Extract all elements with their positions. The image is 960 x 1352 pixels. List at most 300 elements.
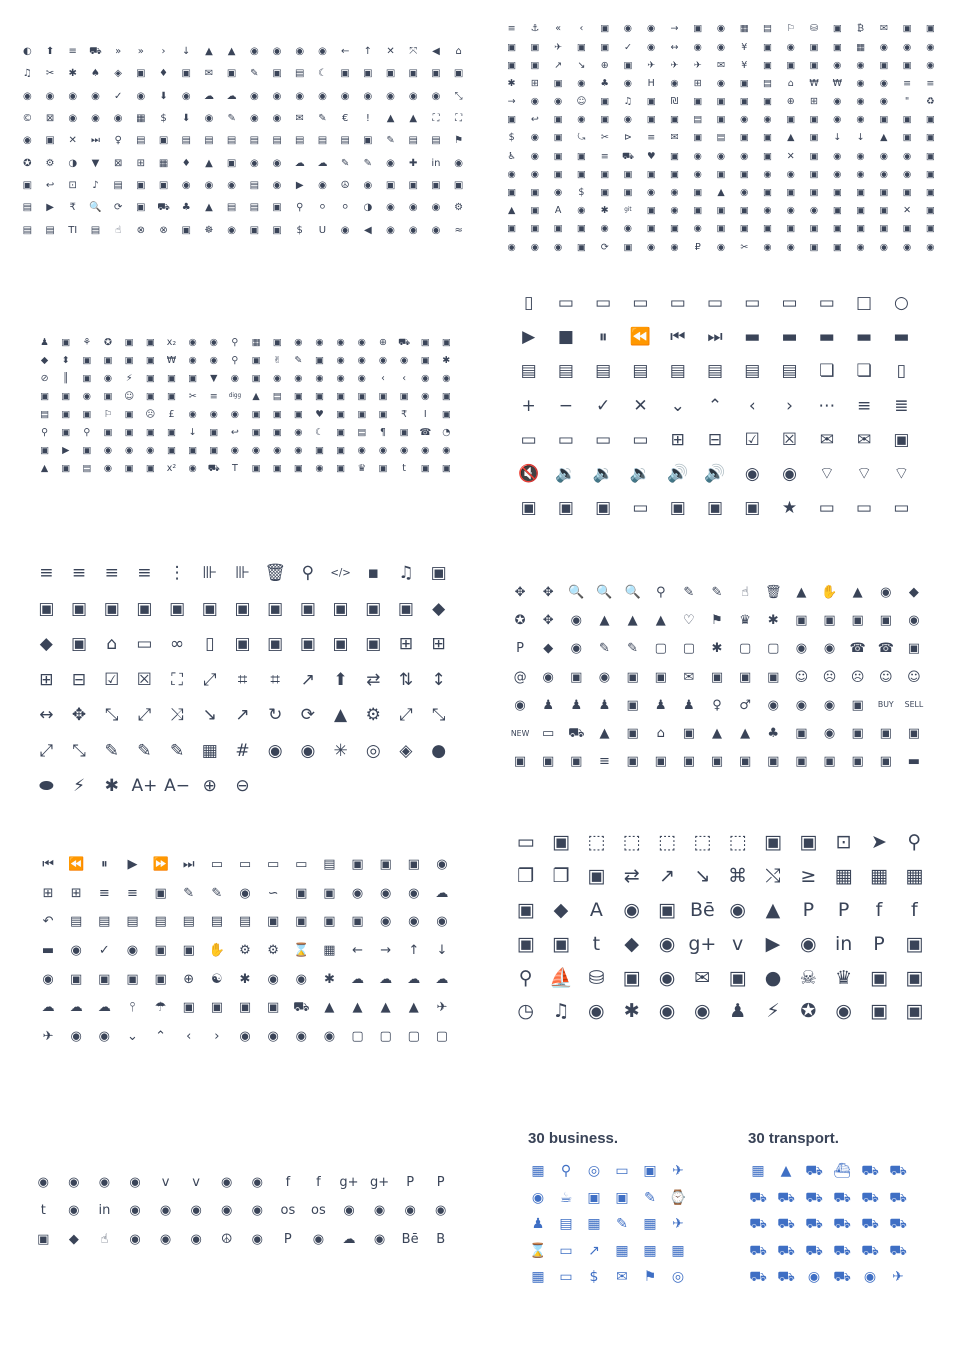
set8-icon: ▣ (622, 966, 641, 989)
set5-icon: ✥ (71, 705, 87, 726)
transport-icon: ⛟ (833, 1216, 851, 1233)
set2-icon: ▣ (809, 223, 819, 235)
set7-icon: ✈ (436, 1000, 448, 1016)
set7-icon: ▣ (70, 971, 83, 987)
set5-icon: ⤢ (399, 705, 413, 726)
set1-icon: ⚲ (296, 202, 304, 214)
set1-icon: ♦ (159, 68, 169, 80)
set7-icon: ▣ (98, 971, 111, 987)
set2-icon: ▣ (576, 168, 586, 180)
set3-icon: ▣ (441, 337, 451, 349)
set2-icon: ◉ (856, 168, 865, 180)
set7-icon: ⫯ (129, 1000, 136, 1016)
set2-icon: ⤿ (577, 132, 586, 144)
set1-icon: ▣ (431, 179, 441, 191)
set7-icon: ▤ (238, 914, 252, 930)
set1-icon: $ (296, 224, 303, 236)
set1-icon: ◉ (91, 113, 100, 125)
set3-icon: ▣ (61, 463, 71, 475)
set1-icon: ◀ (432, 46, 440, 58)
set5-icon: ⊞ (431, 634, 446, 655)
set3-icon: ▣ (315, 445, 324, 457)
set8-icon: ▣ (728, 966, 747, 989)
set6-icon: ▲ (796, 584, 807, 600)
set5-icon: ▣ (71, 598, 88, 619)
set4-icon: − (558, 395, 574, 416)
set1-icon: ⚙ (454, 202, 464, 214)
set2-icon: ◉ (856, 96, 865, 108)
set1-icon: ◑ (68, 157, 78, 169)
set7-icon: ⚙ (239, 942, 251, 958)
set2-icon: ◉ (693, 150, 702, 162)
set7-icon: ⌄ (127, 1028, 138, 1044)
set5-icon: ☑ (104, 669, 120, 690)
set8-icon: ✪ (800, 1000, 817, 1023)
set3-icon: ◉ (421, 391, 430, 403)
set3-icon: ▣ (124, 427, 134, 439)
set6-icon: ▲ (599, 726, 610, 742)
set1-icon: ♫ (22, 68, 32, 80)
set2-icon: ₩ (809, 77, 819, 89)
set2-icon: ✈ (693, 59, 702, 71)
set3-icon: ▣ (251, 463, 261, 475)
set3-icon: ⬍ (61, 355, 70, 367)
set1-icon: ↓ (182, 46, 191, 58)
set3-icon: ▣ (336, 427, 346, 439)
set3-icon: ▤ (82, 463, 92, 475)
set5-icon: ▣ (299, 634, 316, 655)
set7-icon: ▢ (407, 1028, 420, 1044)
set1-icon: ✪ (23, 157, 32, 169)
set3-icon: ♥ (315, 409, 324, 421)
set4-icon: ▣ (557, 498, 574, 519)
transport-icon: ⛟ (749, 1216, 767, 1233)
set2-icon: ⊞ (810, 96, 819, 108)
set2-icon: ◉ (716, 241, 726, 253)
set6-icon: ▣ (851, 726, 864, 742)
set6-icon: ♟ (683, 697, 695, 713)
set3-icon: ‹ (402, 373, 407, 385)
set6-icon: ▣ (738, 754, 752, 770)
set1-icon: ◉ (408, 90, 418, 102)
set5-icon: ▣ (365, 634, 382, 655)
set9-icon: ◉ (373, 1203, 386, 1219)
set2-icon: ◉ (670, 187, 679, 199)
set2-icon: ▣ (693, 187, 703, 199)
set1-icon: ◉ (340, 224, 350, 236)
set1-icon: ◉ (249, 46, 259, 58)
set1-icon: ▣ (272, 68, 282, 80)
set1-icon: ✎ (227, 113, 236, 125)
icon-set-6 (506, 578, 928, 776)
set2-icon: ⊕ (600, 59, 609, 71)
set6-icon: ▲ (711, 726, 722, 742)
set3-icon: ▣ (40, 445, 50, 457)
set3-icon: ◉ (103, 445, 113, 457)
set7-icon: ◉ (408, 914, 420, 930)
set3-icon: ◉ (378, 445, 388, 457)
set8-icon: A (589, 898, 603, 921)
set1-icon: ▤ (295, 68, 305, 80)
set2-icon: ▣ (739, 223, 749, 235)
set1-icon: ☸ (204, 224, 214, 236)
set6-icon: ◉ (795, 697, 808, 713)
set1-icon: ⏭ (90, 135, 100, 147)
set4-icon: ▬ (818, 326, 835, 347)
set5-icon: ⤡ (104, 705, 119, 726)
set2-icon: ▣ (856, 205, 866, 217)
business-icon: ◎ (671, 1269, 685, 1286)
set2-icon: ≡ (600, 150, 609, 162)
set4-icon: ▭ (744, 292, 761, 313)
set2-icon: ▤ (716, 132, 726, 144)
set3-icon: ▣ (124, 355, 134, 367)
set1-icon: ☁ (203, 90, 214, 102)
set8-icon: ❐ (517, 865, 535, 888)
transport-icon: ⛟ (777, 1216, 795, 1233)
set1-icon: ⚑ (454, 135, 464, 147)
set1-icon: ⟳ (113, 202, 123, 214)
set3-icon: ▣ (166, 391, 176, 403)
set3-icon: ▣ (82, 445, 92, 457)
set1-icon: ▣ (45, 135, 55, 147)
set5-icon: ↗ (300, 669, 315, 690)
transport-icon: ⛟ (833, 1242, 851, 1259)
set4-icon: ≡ (856, 395, 872, 416)
set2-icon: ▣ (716, 114, 726, 126)
set3-icon: ▣ (378, 463, 388, 475)
set3-icon: ✪ (104, 337, 112, 349)
set2-icon: ▣ (763, 132, 773, 144)
set6-icon: ☹ (822, 669, 837, 685)
set3-icon: ⛟ (207, 463, 220, 475)
set2-icon: ▣ (669, 168, 679, 180)
set1-icon: ◉ (91, 90, 100, 102)
set1-icon: ✕ (386, 46, 395, 58)
set6-icon: 🔍 (568, 584, 585, 600)
set4-icon: ▤ (520, 361, 537, 382)
set6-icon: @ (513, 669, 527, 685)
set2-icon: ▣ (576, 41, 586, 53)
icon-set-transport (744, 1158, 912, 1291)
set8-icon: ⇄ (623, 865, 640, 888)
set9-icon: in (98, 1203, 111, 1219)
set5-icon: ▣ (267, 598, 284, 619)
set3-icon: ▣ (399, 427, 409, 439)
business-icon: ▦ (643, 1216, 657, 1233)
set5-icon: ⚙ (365, 705, 381, 726)
transport-icon: ⛟ (749, 1242, 767, 1259)
set5-icon: ↕ (431, 669, 446, 690)
set1-icon: ≈ (454, 224, 463, 236)
business-icon: ▦ (587, 1216, 601, 1233)
set6-icon: ☺ (879, 669, 893, 685)
set1-icon: ▤ (181, 135, 191, 147)
set3-icon: ▣ (124, 463, 134, 475)
set9-icon: ◉ (251, 1231, 263, 1247)
set7-icon: ◉ (126, 942, 139, 958)
set3-icon: T (232, 463, 238, 475)
set2-icon: ▣ (832, 223, 842, 235)
set8-icon: ◉ (588, 1000, 605, 1023)
set8-icon: ▣ (870, 966, 888, 989)
set2-icon: ⊞ (530, 77, 539, 89)
set2-icon: ◉ (554, 187, 563, 199)
set1-icon: ✎ (340, 157, 350, 169)
set1-icon: ⤡ (454, 90, 463, 102)
set1-icon: ◉ (227, 179, 237, 191)
set5-icon: ▣ (267, 634, 284, 655)
set7-icon: ◉ (408, 885, 420, 901)
set3-icon: ◉ (357, 337, 366, 349)
icon-set-2 (500, 20, 942, 256)
set1-icon: ! (365, 113, 370, 125)
set2-icon: ◉ (740, 114, 749, 126)
set9-icon: ◉ (159, 1203, 172, 1219)
set6-icon: ✎ (711, 584, 723, 600)
set2-icon: ▣ (646, 114, 656, 126)
set1-icon: ▣ (340, 68, 350, 80)
set3-icon: ◉ (188, 463, 197, 475)
set6-icon: ☎ (849, 641, 866, 657)
business-icon: ▣ (615, 1189, 629, 1206)
set5-icon: ▣ (169, 598, 186, 619)
set2-icon: ▣ (879, 205, 889, 217)
set1-icon: ⤧ (409, 46, 418, 58)
set5-icon: ≡ (39, 563, 54, 584)
set1-icon: ▣ (181, 224, 191, 236)
set2-icon: ▣ (879, 59, 889, 71)
set3-icon: ▣ (188, 373, 198, 385)
set9-icon: ◉ (68, 1203, 80, 1219)
set6-icon: ♀ (712, 697, 722, 713)
set7-icon: ◉ (323, 1028, 336, 1044)
set5-icon: ⊖ (235, 776, 250, 797)
set3-icon: ◉ (273, 445, 282, 457)
set2-icon: ◉ (879, 168, 888, 180)
set1-icon: ▤ (226, 202, 237, 214)
business-icon: ◉ (531, 1189, 545, 1206)
set1-icon: ◑ (363, 202, 373, 214)
set6-icon: ▣ (795, 612, 808, 628)
set2-icon: ▣ (809, 132, 819, 144)
set8-icon: f (875, 898, 883, 921)
set1-icon: ⊗ (136, 224, 146, 236)
set9-icon: g+ (369, 1174, 390, 1190)
set6-icon: ✥ (542, 584, 554, 600)
set7-icon: ⊞ (70, 885, 82, 901)
set5-icon: ⤢ (202, 669, 217, 690)
set3-icon: ▣ (441, 409, 451, 421)
set2-icon: ▣ (553, 150, 563, 162)
set1-icon: ◉ (204, 113, 214, 125)
set3-icon: ◉ (378, 355, 388, 367)
set4-icon: 🔊 (667, 464, 689, 485)
set5-icon: ▭ (136, 634, 153, 655)
set7-icon: ✱ (323, 971, 335, 987)
set1-icon: ▣ (136, 202, 146, 214)
set7-icon: ▤ (154, 914, 167, 930)
set3-icon: ◉ (399, 445, 409, 457)
set2-icon: ▣ (739, 77, 749, 89)
set5-icon: ▦ (201, 740, 218, 761)
set2-icon: ▣ (646, 223, 656, 235)
set1-icon: ◉ (386, 90, 395, 102)
set6-icon: ▣ (710, 669, 724, 685)
transport-icon: ⛟ (861, 1163, 879, 1180)
set4-icon: ■ (557, 326, 574, 347)
set2-icon: ▣ (553, 132, 563, 144)
set9-icon: B (436, 1231, 446, 1247)
set8-icon: ◆ (624, 932, 639, 955)
transport-icon: ◉ (807, 1269, 821, 1286)
set2-icon: ✕ (903, 205, 912, 217)
set1-icon: ▲ (227, 46, 236, 58)
set6-icon: ✎ (627, 641, 639, 657)
set9-icon: ◉ (190, 1203, 202, 1219)
set2-icon: ⛁ (810, 23, 819, 35)
set7-icon: ⛟ (293, 1000, 310, 1016)
set7-icon: ◉ (379, 914, 392, 930)
set8-icon: ◉ (729, 898, 746, 921)
set5-icon: ⤡ (72, 740, 86, 761)
set2-icon: ♿ (507, 150, 516, 162)
set2-icon: ▣ (925, 114, 935, 126)
set1-icon: ◉ (227, 224, 237, 236)
set1-icon: ✱ (68, 68, 77, 80)
set2-icon: ▣ (763, 41, 773, 53)
set2-icon: ▣ (669, 223, 679, 235)
set2-icon: ◉ (902, 168, 912, 180)
set2-icon: " (904, 96, 910, 108)
set9-icon: ◉ (221, 1203, 233, 1219)
set2-icon: ▣ (600, 114, 610, 126)
set2-icon: ▣ (623, 241, 633, 253)
set2-icon: ▣ (530, 205, 540, 217)
set7-icon: ✋ (208, 942, 225, 958)
set4-icon: + (521, 395, 536, 416)
set9-icon: v (192, 1174, 200, 1190)
set7-icon: ▤ (323, 856, 336, 872)
set2-icon: ▣ (763, 150, 773, 162)
set6-icon: ▢ (654, 641, 667, 657)
set8-icon: ▣ (905, 932, 924, 955)
set2-icon: ◉ (763, 114, 772, 126)
set1-icon: » (115, 46, 122, 58)
business-icon: ▭ (615, 1163, 629, 1180)
set1-icon: ✎ (250, 68, 259, 80)
set7-icon: ▭ (266, 856, 280, 872)
set5-icon: ⋮ (168, 563, 186, 584)
set2-icon: ▣ (646, 96, 656, 108)
set2-icon: ▣ (600, 168, 610, 180)
set6-icon: ▣ (851, 697, 864, 713)
set1-icon: ⚙ (45, 157, 55, 169)
set1-icon: ✎ (363, 157, 373, 169)
set2-icon: ◉ (623, 77, 633, 89)
set2-icon: ✂ (600, 132, 609, 144)
set1-icon: ◉ (249, 113, 259, 125)
set5-icon: ⊟ (71, 669, 87, 690)
set4-icon: ▬ (744, 326, 761, 347)
set2-icon: ✈ (554, 41, 563, 53)
set3-icon: ▣ (61, 409, 71, 421)
set2-icon: → (670, 23, 679, 35)
transport-icon: ⛟ (805, 1189, 823, 1206)
set2-icon: ▣ (646, 205, 656, 217)
set4-icon: ◉ (744, 464, 760, 485)
set7-icon: ☁ (435, 885, 449, 901)
transport-icon: ⛟ (805, 1242, 823, 1259)
set2-icon: ▣ (739, 132, 749, 144)
set6-icon: ▣ (626, 669, 639, 685)
set5-icon: ▣ (234, 634, 251, 655)
set3-icon: ▼ (210, 373, 218, 385)
set8-icon: P (873, 932, 885, 955)
set6-icon: ♟ (598, 697, 611, 713)
set2-icon: ▣ (832, 187, 842, 199)
set5-icon: ▣ (38, 598, 55, 619)
set8-icon: ▦ (870, 865, 888, 888)
business-icon: ⚑ (643, 1269, 657, 1286)
set2-icon: ◉ (716, 77, 726, 89)
set5-icon: ✎ (104, 740, 119, 761)
set6-icon: ▬ (907, 754, 921, 770)
set2-icon: ▣ (832, 23, 842, 35)
set1-icon: ◉ (340, 90, 350, 102)
set3-icon: ▣ (315, 355, 324, 367)
set2-icon: ▣ (693, 205, 703, 217)
set3-icon: ▦ (251, 337, 261, 349)
set3-icon: ▤ (357, 427, 367, 439)
set6-icon: ✱ (767, 612, 779, 628)
set7-icon: ▣ (295, 885, 308, 901)
business-icon: ◎ (587, 1163, 601, 1180)
set3-icon: ▣ (336, 409, 346, 421)
set1-icon: ▣ (181, 68, 191, 80)
set7-icon: ⌛ (293, 942, 310, 958)
set3-icon: ⚘ (82, 337, 92, 349)
set2-icon: ◉ (879, 41, 888, 53)
set1-icon: ☾ (317, 68, 327, 80)
set4-icon: ▤ (669, 361, 686, 382)
set3-icon: ▣ (124, 409, 134, 421)
set6-icon: ◉ (823, 641, 836, 657)
set6-icon: ◉ (823, 697, 836, 713)
set1-icon: ▣ (136, 68, 146, 80)
set3-icon: ◉ (230, 445, 240, 457)
set2-icon: ▣ (856, 223, 866, 235)
set4-icon: ▤ (706, 361, 724, 382)
set1-icon: U (318, 224, 327, 236)
set7-icon: ▲ (352, 1000, 363, 1016)
set3-icon: ▣ (82, 409, 92, 421)
set3-icon: ◉ (230, 373, 240, 385)
set2-icon: ◉ (577, 205, 586, 217)
set2-icon: ✂ (740, 241, 749, 253)
set9-icon: ▣ (37, 1231, 50, 1247)
set6-icon: ✱ (711, 641, 723, 657)
set3-icon: ▣ (420, 355, 430, 367)
set2-icon: ▲ (507, 205, 516, 217)
set2-icon: A (554, 205, 562, 217)
set6-icon: ✪ (514, 612, 526, 628)
set1-icon: ▣ (136, 179, 146, 191)
set7-icon: ◉ (267, 971, 279, 987)
set2-icon: ▣ (902, 23, 912, 35)
set7-icon: ✎ (183, 885, 195, 901)
set1-icon: ◈ (114, 68, 122, 80)
